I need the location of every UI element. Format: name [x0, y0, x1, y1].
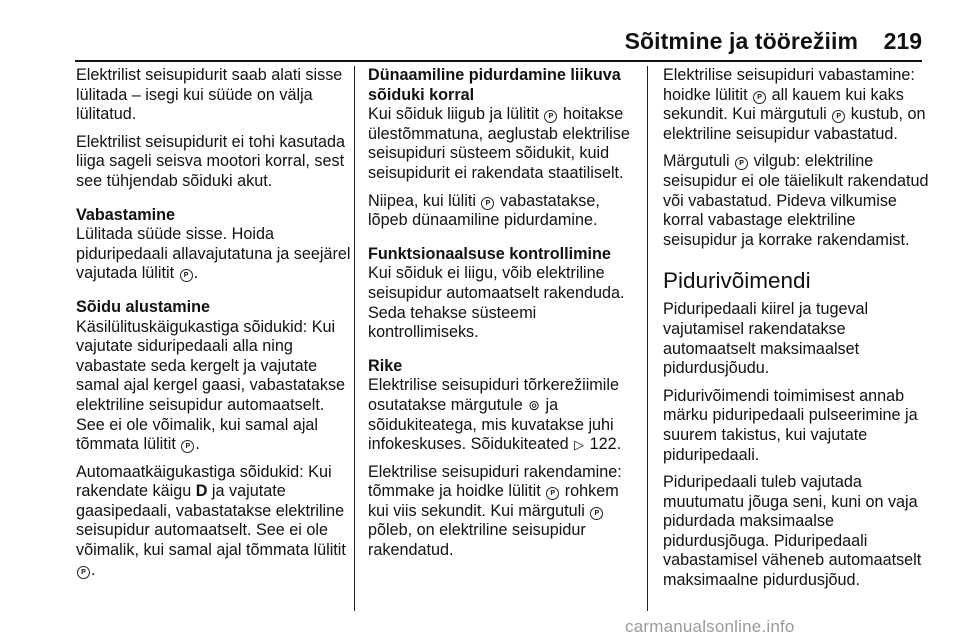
paragraph: Kui sõiduk ei liigu, võib elektriline seisupidur automaatselt rakenduda. Seda tehakse süsteemi kontrollimiseks.: [368, 264, 625, 342]
parking-brake-switch-icon: P: [77, 566, 90, 579]
header-rule: [75, 60, 922, 62]
parking-brake-switch-icon: P: [546, 487, 559, 500]
paragraph: Niipea, kui lüliti P vabastatakse, lõpeb dünaamiline pidurdamine.: [368, 191, 600, 230]
reference-arrow-icon: ▷: [574, 437, 585, 453]
page-number: 219: [883, 28, 922, 54]
heading-rike: Rike: [368, 356, 403, 375]
paragraph: Elektrilise seisupiduri tõrkerežiimile osutatakse märgutule ⊚ ja sõidukiteatega, mis kuvatakse juhi infokeskuses. Sõidukiteated ▷ 122.: [368, 376, 622, 454]
paragraph: Elektrilise seisupiduri rakendamine: tõmmake ja hoidke lülitit P rohkem kui viis sekundit. Kui märgutuli P põleb, on elektriline seisupidur rakendatud.: [368, 462, 622, 560]
paragraph: Elektrilist seisupidurit ei tohi kasutada liiga sageli seisva mootori korral, sest see tühjendab sõiduki akut.: [76, 132, 346, 190]
heading-function-check: Funktsionaalsuse kontrollimine: [368, 244, 611, 263]
parking-brake-switch-icon: P: [180, 269, 193, 282]
watermark: carmanualsonline.info: [625, 617, 795, 636]
parking-brake-switch-icon: P: [481, 197, 494, 210]
paragraph: Piduripedaali kiirel ja tugeval vajutamisel rakendatakse automaatselt maksimaalset pidurdusjõudu.: [663, 300, 869, 378]
column-1: [76, 66, 351, 588]
paragraph: Elektrilise seisupiduri vabastamine: hoidke lülitit P all kauem kui kaks sekundit. Kui märgutuli P kustub, on elektriline seisupidur vabastatud.: [663, 66, 926, 143]
paragraph: Pidurivõimendi toimimisest annab märku piduripedaali pulseerimine ja suurem takistus, kui vajutate piduripedaali.: [663, 386, 918, 464]
paragraph: Märgutuli P vilgub: elektriline seisupidur ei ole täielikult rakendatud või vabastatud. Pideva vilkumise korral vabastage elektriline seisupidur ja korrake rakendamist.: [663, 152, 929, 249]
parking-brake-switch-icon: P: [544, 110, 557, 123]
heading-dynamic-braking: Dünaamiline pidurdamine liikuva sõiduki korral: [368, 66, 621, 104]
page-header: [0, 22, 960, 58]
parking-brake-switch-icon: P: [181, 440, 194, 453]
paragraph: Lülitada süüde sisse. Hoida piduripedaali allavajutatuna ja seejärel vajutada lülitit P .: [76, 225, 351, 283]
paragraph: Käsilülituskäigukastiga sõidukid: Kui vajutate siduripedaali alla ning vabastate seda kergelt ja vajutate samal ajal kergel gaasi, vabastatakse elektriline seisupidur automaatselt. See ei ole võimalik, kui samal ajal tõmmata lülitit P .: [76, 317, 346, 454]
heading-soidu-alustamine: Sõidu alustamine: [76, 297, 211, 316]
heading-vabastamine: Vabastamine: [76, 205, 175, 224]
paragraph: Piduripedaali tuleb vajutada muutumatu jõuga seni, kuni on vaja pidurdada maksimaalse pidurdusjõuga. Piduripedaali vabastamisel väheneb automaatselt maksimaalne pidurdusjõud.: [663, 473, 922, 590]
paragraph: Elektrilist seisupidurit saab alati sisse lülitada – isegi kui süüde on välja lülitatud.: [76, 66, 343, 124]
parking-brake-switch-icon: P: [753, 91, 766, 104]
column-3: [663, 66, 933, 599]
gear-d: D: [195, 482, 208, 501]
column-divider: [647, 66, 648, 611]
column-2: [368, 66, 643, 569]
paragraph: Automaatkäigukastiga sõidukid: Kui rakendate käigu D ja vajutate gaasipedaali, vabastatakse elektriline seisupidur automaatselt. See ei ole võimalik, kui samal ajal tõmmata lülitit P .: [76, 462, 346, 579]
parking-brake-indicator-icon: P: [735, 157, 748, 170]
paragraph: Kui sõiduk liigub ja lülitit P hoitakse ülestõmmatuna, aeglustab elektrilise seisupiduri süsteem sõidukit, kuid seisupidurit ei rakendata staatiliselt.: [368, 105, 630, 182]
parking-brake-indicator-icon: P: [832, 110, 845, 123]
parking-brake-indicator-icon: P: [590, 507, 603, 520]
heading-pidurivoimendi: Pidurivõimendi: [663, 268, 811, 294]
parking-brake-warning-icon: ⊚: [528, 396, 541, 413]
column-divider: [354, 66, 355, 611]
section-title: Sõitmine ja töörežiim: [624, 28, 858, 54]
